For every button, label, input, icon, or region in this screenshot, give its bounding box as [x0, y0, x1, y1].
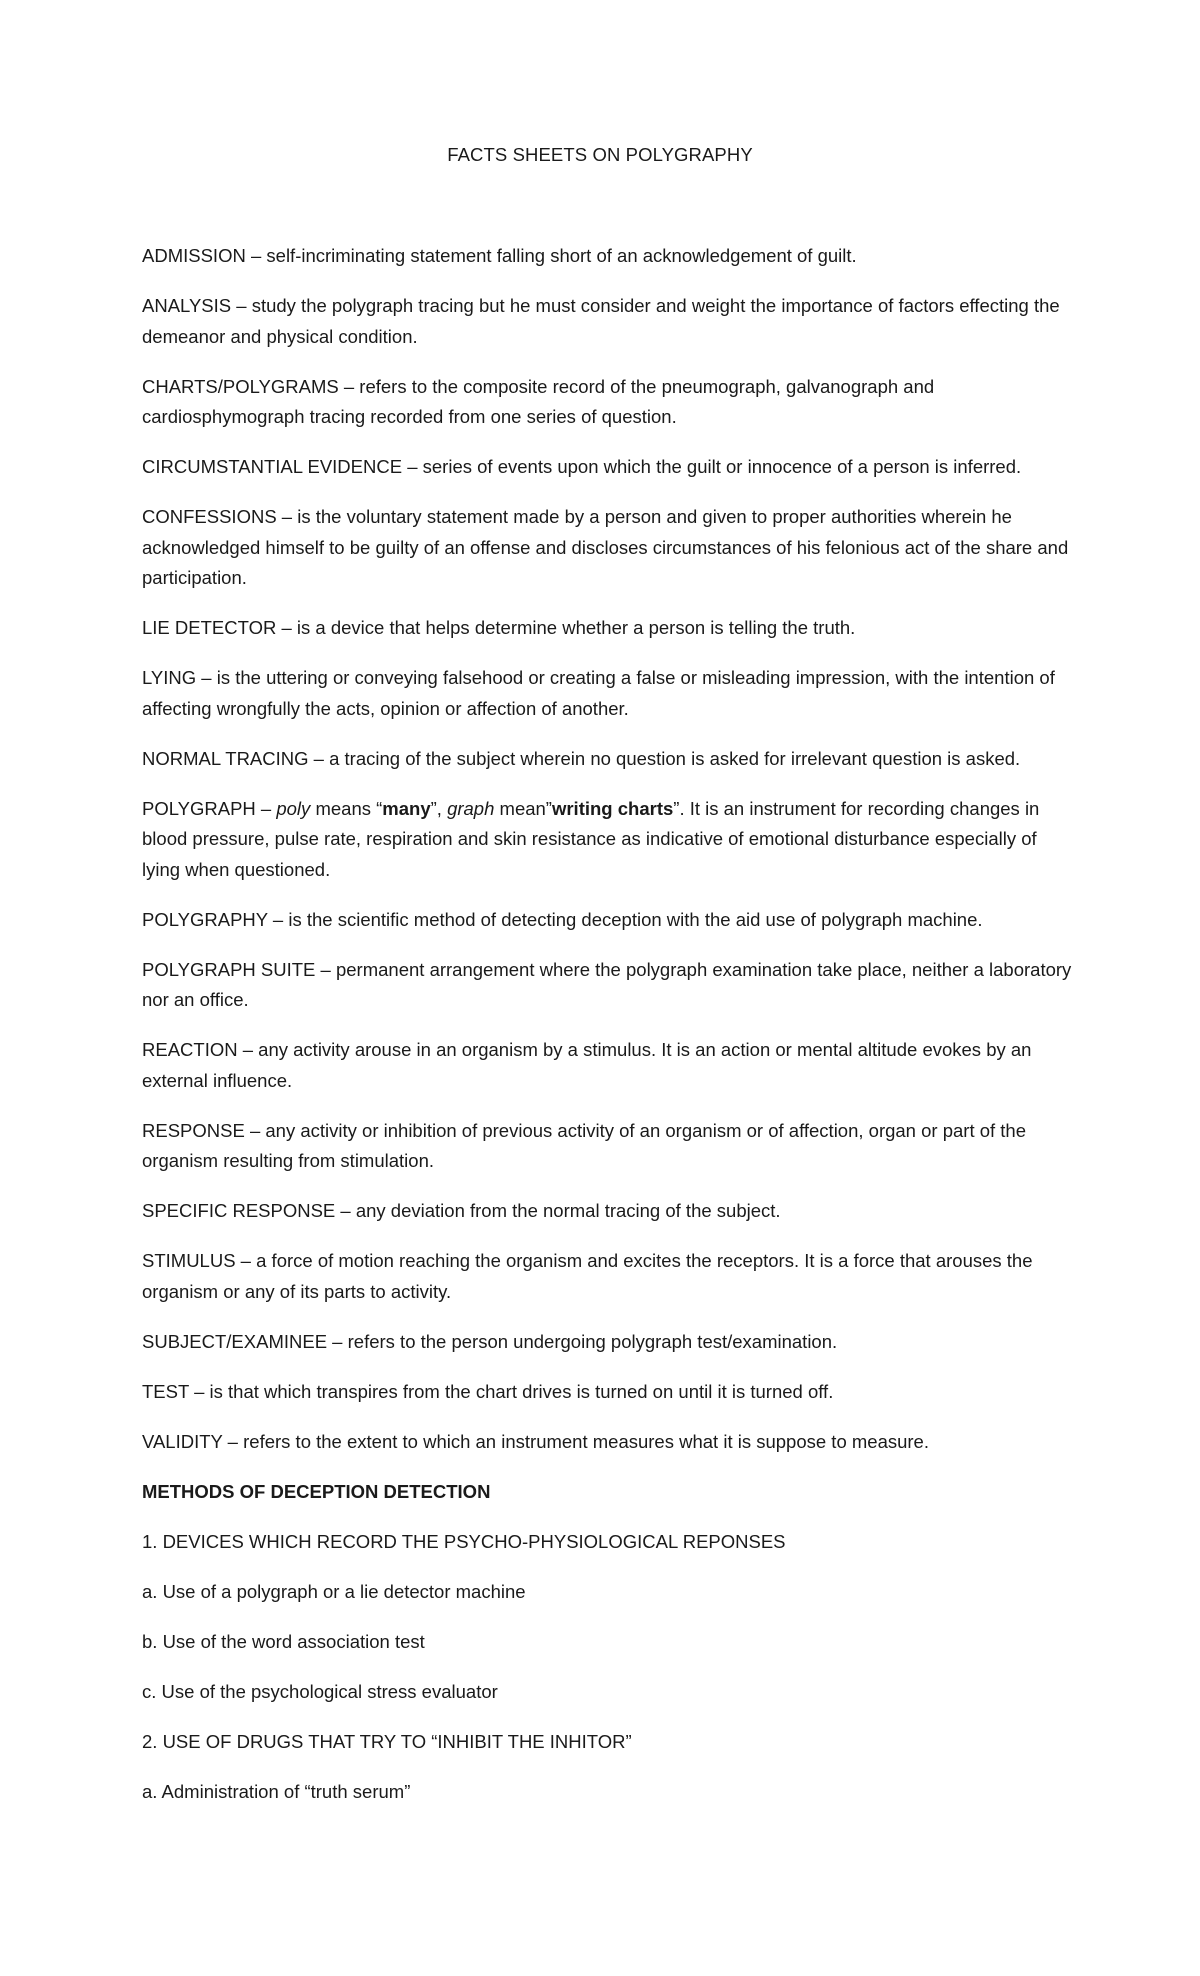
definition-text: is a device that helps determine whether a person is telling the truth.: [296, 617, 856, 638]
word-writing-charts: writing charts: [551, 797, 674, 819]
method-item: a. Administration of “truth serum”: [142, 1780, 411, 1802]
term: POLYGRAPHY: [142, 908, 268, 930]
term: VALIDITY: [142, 1430, 223, 1452]
term: LYING: [142, 667, 197, 688]
method-item: b. Use of the word association test: [142, 1630, 425, 1652]
term: REACTION: [142, 1039, 238, 1060]
definition-polygraph-suite: POLYGRAPH SUITE – permanent arrangement where the polygraph examination take place, neither a laboratory nor an office.: [142, 958, 1072, 1010]
definition-specific-response: SPECIFIC RESPONSE – any deviation from the normal tracing of the subject.: [142, 1200, 781, 1221]
document-body: [142, 241, 1072, 1827]
term: LIE DETECTOR: [142, 617, 277, 638]
methods-heading: METHODS OF DECEPTION DETECTION: [142, 1480, 491, 1502]
term: STIMULUS: [142, 1250, 236, 1271]
definition-confessions: CONFESSIONS – is the voluntary statement made by a person and given to proper authorities wherein he acknowledged himself to be guilty of an offense and discloses circumstances of his felonious act of the share and participation.: [142, 506, 1069, 588]
definition-text: permanent arrangement where the polygraph examination take place, neither a laboratory nor an office.: [142, 958, 1072, 1010]
definition-subject: SUBJECT/EXAMINEE – refers to the person undergoing polygraph test/examination.: [142, 1330, 838, 1352]
definition-charts: CHARTS/POLYGRAMS – refers to the composite record of the pneumograph, galvanograph and cardiosphymograph tracing recorded from one series of question.: [142, 375, 935, 427]
method-item: a. Use of a polygraph or a lie detector machine: [142, 1580, 526, 1602]
definition-text: is the scientific method of detecting deception with the aid use of polygraph machine.: [288, 908, 983, 930]
definition-validity: VALIDITY – refers to the extent to which an instrument measures what it is suppose to measure.: [142, 1430, 929, 1452]
term: ADMISSION: [142, 245, 246, 266]
term: RESPONSE: [142, 1119, 245, 1141]
definition-reaction: REACTION – any activity arouse in an organism by a stimulus. It is an action or mental altitude evokes by an external influence.: [142, 1039, 1032, 1091]
document-title: FACTS SHEETS ON POLYGRAPHY: [447, 144, 753, 165]
term: CIRCUMSTANTIAL EVIDENCE: [142, 456, 403, 477]
definition-text: is that which transpires from the chart drives is turned on until it is turned off.: [209, 1380, 834, 1402]
method-item: 1. DEVICES WHICH RECORD THE PSYCHO-PHYSIOLOGICAL REPONSES: [142, 1530, 786, 1552]
definition-admission: ADMISSION – self-incriminating statement falling short of an acknowledgement of guilt.: [142, 245, 857, 266]
definition-normal-tracing: NORMAL TRACING – a tracing of the subject wherein no question is asked for irrelevant question is asked.: [142, 747, 1021, 769]
definition-polygraph: POLYGRAPH – poly means “many”, graph mean”writing charts”. It is an instrument for recording changes in blood pressure, pulse rate, respiration and skin resistance as indicative of emotional disturbance especially of lying when questioned.: [142, 797, 1040, 880]
definition-text: study the polygraph tracing but he must consider and weight the importance of factors effecting the demeanor and physical condition.: [142, 295, 1060, 347]
definition-text: any activity or inhibition of previous activity of an organism or of affection, organ or part of the organism resulting from stimulation.: [142, 1119, 1027, 1171]
definition-text: a force of motion reaching the organism and excites the receptors. It is a force that arouses the organism or any of its parts to activity.: [142, 1250, 1033, 1302]
term: POLYGRAPH SUITE: [142, 958, 316, 980]
definition-circumstantial: CIRCUMSTANTIAL EVIDENCE – series of events upon which the guilt or innocence of a person is inferred.: [142, 456, 1022, 477]
definition-lie-detector: LIE DETECTOR – is a device that helps determine whether a person is telling the truth.: [142, 617, 856, 638]
method-item: 2. USE OF DRUGS THAT TRY TO “INHIBIT THE INHITOR”: [142, 1730, 632, 1752]
word-poly: poly: [276, 797, 311, 819]
term: SPECIFIC RESPONSE: [142, 1200, 336, 1221]
definition-test: TEST – is that which transpires from the chart drives is turned on until it is turned off.: [142, 1380, 834, 1402]
term: POLYGRAPH: [142, 797, 256, 819]
term: SUBJECT/EXAMINEE: [142, 1330, 328, 1352]
definition-response: RESPONSE – any activity or inhibition of previous activity of an organism or of affection, organ or part of the organism resulting from stimulation.: [142, 1119, 1027, 1171]
definition-text: refers to the composite record of the pneumograph, galvanograph and cardiosphymograph tracing recorded from one series of question.: [142, 375, 935, 427]
definition-text: series of events upon which the guilt or innocence of a person is inferred.: [422, 456, 1022, 477]
definition-text: is the uttering or conveying falsehood or creating a false or misleading impression, with the intention of affecting wrongfully the acts, opinion or affection of another.: [142, 667, 1055, 719]
definition-text: refers to the person undergoing polygraph test/examination.: [347, 1330, 838, 1352]
definition-text: any deviation from the normal tracing of the subject.: [355, 1200, 781, 1221]
definition-text: is the voluntary statement made by a person and given to proper authorities wherein he acknowledged himself to be guilty of an offense and discloses circumstances of his felonious act of the share and participation.: [142, 506, 1069, 588]
definition-text: self-incriminating statement falling short of an acknowledgement of guilt.: [266, 245, 857, 266]
definition-stimulus: STIMULUS – a force of motion reaching the organism and excites the receptors. It is a force that arouses the organism or any of its parts to activity.: [142, 1250, 1033, 1302]
definition-text: any activity arouse in an organism by a stimulus. It is an action or mental altitude evokes by an external influence.: [142, 1039, 1032, 1091]
term: ANALYSIS: [142, 295, 232, 316]
method-item: c. Use of the psychological stress evaluator: [142, 1680, 498, 1702]
definition-text: refers to the extent to which an instrument measures what it is suppose to measure.: [243, 1430, 929, 1452]
definition-text: ”. It is an instrument for recording changes in blood pressure, pulse rate, respiration and skin resistance as indicative of emotional disturbance especially of lying when questioned.: [142, 797, 1040, 880]
word-graph: graph: [447, 797, 495, 819]
definition-text: a tracing of the subject wherein no question is asked for irrelevant question is asked.: [329, 747, 1021, 769]
term: CHARTS/POLYGRAMS: [142, 375, 339, 397]
term: CONFESSIONS: [142, 506, 277, 527]
term: TEST: [142, 1380, 189, 1402]
definition-analysis: ANALYSIS – study the polygraph tracing but he must consider and weight the importance of factors effecting the demeanor and physical condition.: [142, 295, 1060, 347]
word-many: many: [382, 797, 431, 819]
definition-lying: LYING – is the uttering or conveying falsehood or creating a false or misleading impression, with the intention of affecting wrongfully the acts, opinion or affection of another.: [142, 667, 1055, 719]
term: NORMAL TRACING: [142, 747, 309, 769]
definition-polygraphy: POLYGRAPHY – is the scientific method of detecting deception with the aid use of polygraph machine.: [142, 908, 983, 930]
